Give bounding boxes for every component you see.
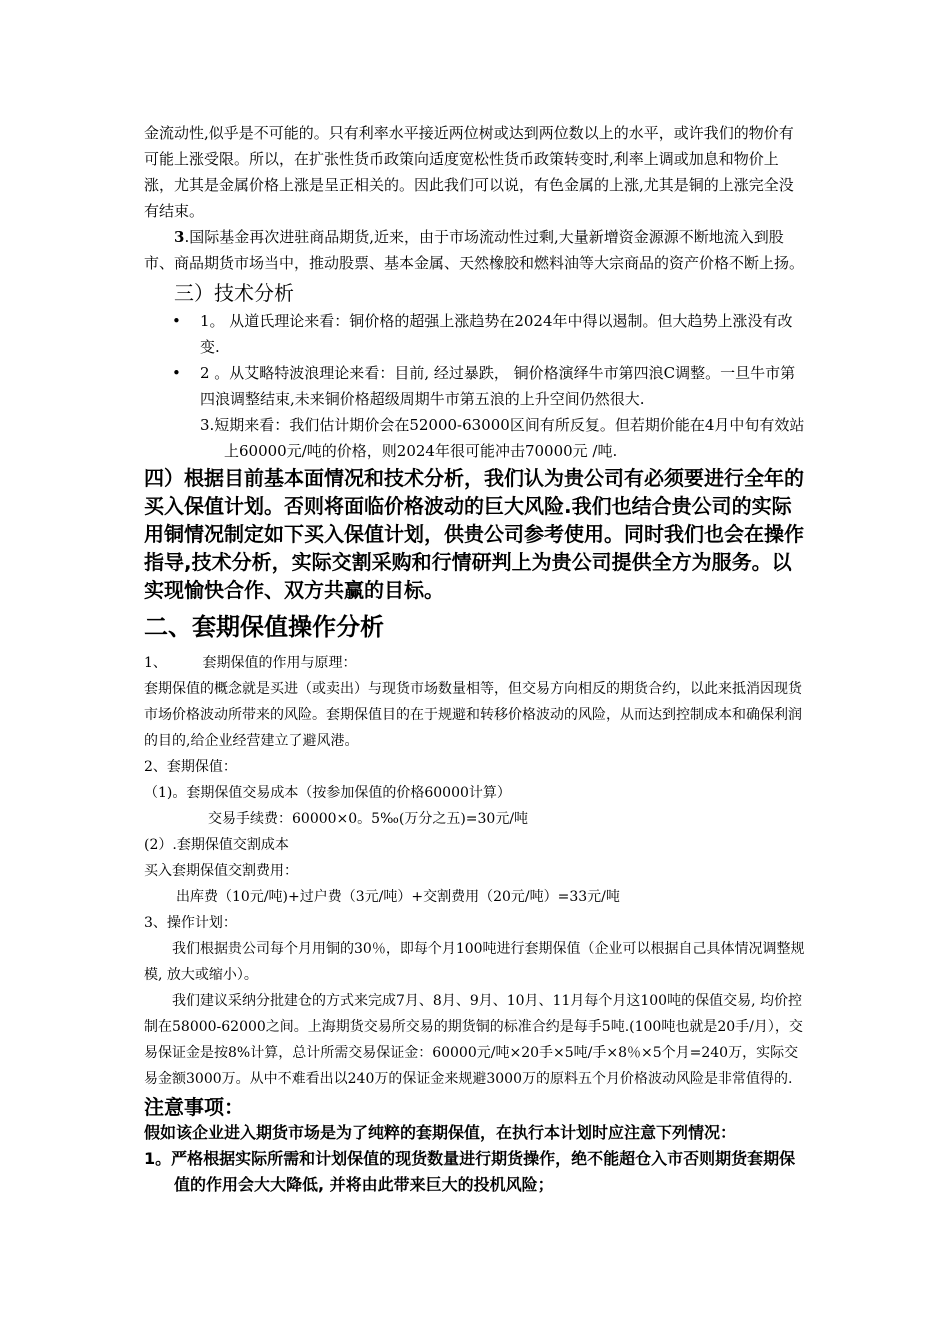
bullet-icon: • bbox=[172, 364, 181, 382]
notes-heading: 注意事项： bbox=[144, 1095, 244, 1119]
hedging-item-2-title: 2、套期保值： bbox=[144, 759, 237, 775]
hedging-item-1-title: 1、 套期保值的作用与原理： bbox=[144, 655, 357, 671]
delivery-fee-line: 出库费（10元/吨)+过户费（3元/吨）+交割费用（20元/吨）=33元/吨 bbox=[176, 889, 620, 905]
hedging-item-3-title: 3、操作计划： bbox=[144, 915, 237, 931]
delivery-fee-label: 买入套期保值交割费用： bbox=[144, 863, 298, 879]
tech-item-short-term: 3.短期来看：我们估计期价会在52000-63000区间有所反复。但若期价能在4月中旬有效站上60000元/吨的价格，则2024年很可能冲击70000元 /吨. bbox=[200, 416, 805, 460]
recommendation-paragraph: 四）根据目前基本面情况和技术分析，我们认为贵公司有必须要进行全年的买入保值计划。否则将面临价格波动的巨大风险.我们也结合贵公司的实际用铜情况制定如下买入保值计划，供贵公司参考使用。同时我们也会在操作指导,技术分析，实际交割采购和行情研判上为贵公司提供全方为服务。以实现愉快合作、双方共赢的目标。 bbox=[144, 466, 804, 602]
document-page bbox=[144, 120, 808, 1198]
paragraph-liquidity: 金流动性,似乎是不可能的。只有利率水平接近两位树或达到两位数以上的水平，或许我们的物价有可能上涨受限。所以，在扩张性货币政策向适度宽松性货币政策转变时,利率上调或加息和物价上涨，尤其是金属价格上涨是呈正相关的。因此我们可以说，有色金属的上涨,尤其是铜的上涨完全没有结束。 bbox=[144, 124, 794, 220]
plan-paragraph-2: 我们建议采纳分批建仓的方式来完成7月、8月、9月、10月、11月每个月这100吨的保值交易, 均价控制在58000-62000之间。上海期货交易所交易的期货铜的标准合约是每手5吨.(100吨也就是20手/月），交易保证金是按8%计算，总计所需交易保证金：60000元/吨×20手×5吨/手×8％×5个月=240万，实际交易金额3000万。从中不难看出以240万的保证金来规避3000万的原料五个月价格波动风险是非常值得的. bbox=[144, 993, 803, 1087]
delivery-cost-title: (2）.套期保值交割成本 bbox=[144, 837, 289, 853]
notes-intro: 假如该企业进入期货市场是为了纯粹的套期保值，在执行本计划时应注意下列情况： bbox=[144, 1123, 737, 1142]
tech-item-dow bbox=[144, 308, 808, 360]
tech-item-text: 1。 从道氏理论来看：铜价格的超强上涨趋势在2024年中得以遏制。但大趋势上涨没有改变. bbox=[200, 312, 793, 356]
trade-cost-title: （1)。套期保值交易成本（按参加保值的价格60000计算） bbox=[144, 785, 511, 801]
paragraph-fund bbox=[144, 224, 808, 276]
paragraph-fund-text: .国际基金再次进驻商品期货,近来，由于市场流动性过剩,大量新增资金源源不断地流入到股市、商品期货市场当中，推动股票、基本金属、天然橡胶和燃料油等大宗商品的资产价格不断上扬。 bbox=[144, 228, 805, 272]
tech-analysis-heading: 三）技术分析 bbox=[174, 281, 294, 305]
section-heading-hedging: 二、套期保值操作分析 bbox=[144, 613, 384, 641]
notes-item-1: 1。严格根据实际所需和计划保值的现货数量进行期货操作，绝不能超仓入市否则期货套期保值的作用会大大降低, 并将由此带来巨大的投机风险； bbox=[144, 1149, 796, 1194]
plan-paragraph-1: 我们根据贵公司每个月用铜的30％，即每个月100吨进行套期保值（企业可以根据自己具体情况调整规模, 放大或缩小）。 bbox=[144, 941, 805, 983]
tech-item-elliott bbox=[144, 360, 808, 412]
trade-fee-line: 交易手续费：60000×0。5‰(万分之五)=30元/吨 bbox=[208, 811, 529, 827]
tech-item-text: 2 。从艾略特波浪理论来看：目前, 经过暴跌， 铜价格演绎牛市第四浪C调整。一旦牛市第四浪调整结束,未来铜价格超级周期牛市第五浪的上升空间仍然很大. bbox=[200, 364, 796, 408]
hedging-item-1-text: 套期保值的概念就是买进（或卖出）与现货市场数量相等，但交易方向相反的期货合约，以此来抵消因现货市场价格波动所带来的风险。套期保值目的在于规避和转移价格波动的风险，从而达到控制成本和确保利润的目的,给企业经营建立了避风港。 bbox=[144, 681, 802, 749]
bullet-icon: • bbox=[172, 312, 181, 330]
paragraph-fund-number: 3 bbox=[174, 228, 185, 246]
